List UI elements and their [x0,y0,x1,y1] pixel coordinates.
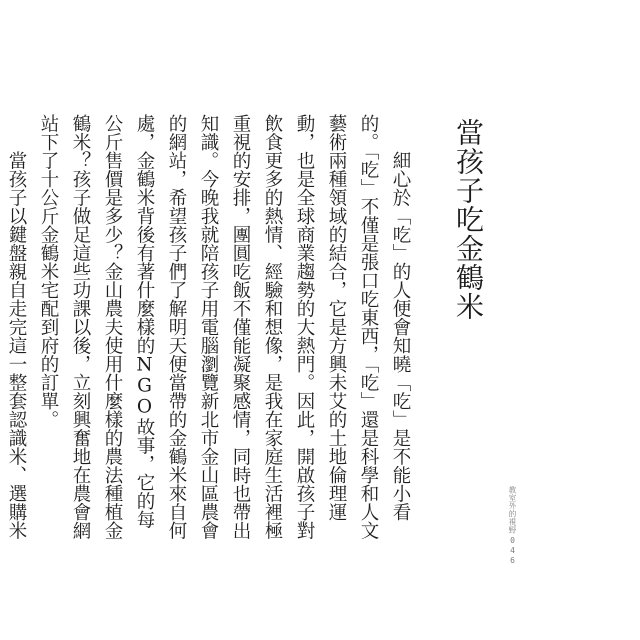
page-number: 046 [508,536,517,566]
running-head: 教室外的視野 [508,486,517,534]
body-text [6,114,416,544]
chapter-title: 當孩子吃金鶴米 [452,118,485,321]
paragraph-1: 細心於「吃」的人便會知曉「吃」是不能小看的。「吃」不僅是張口吃東西，「吃」還是科學和人文藝術兩種領域的結合，它是方興未艾的土地倫理運動，也是全球商業趨勢的大熱門。因此，開啟孩子對飲食更多的熱情、經驗和想像，是我在家庭生活裡極重視的安排，團圓吃飯不僅能凝聚感情，同時也帶出知識。今晚我就陪孩子用電腦瀏覽新北市金山區農會的網站，希望孩子們了解明天便當帶的金鶴米來自何處，金鶴米背後有著什麼樣的NGO故事，它的每公斤售價是多少？金山農夫使用什麼樣的農法種植金鶴米？孩子做足這些功課以後，立刻興奮地在農會網站下了十公斤金鶴米宅配到府的訂單。 [38,114,411,540]
paragraph-2: 當孩子以鍵盤親自走完這一整套認識米、選購米 [6,151,27,540]
